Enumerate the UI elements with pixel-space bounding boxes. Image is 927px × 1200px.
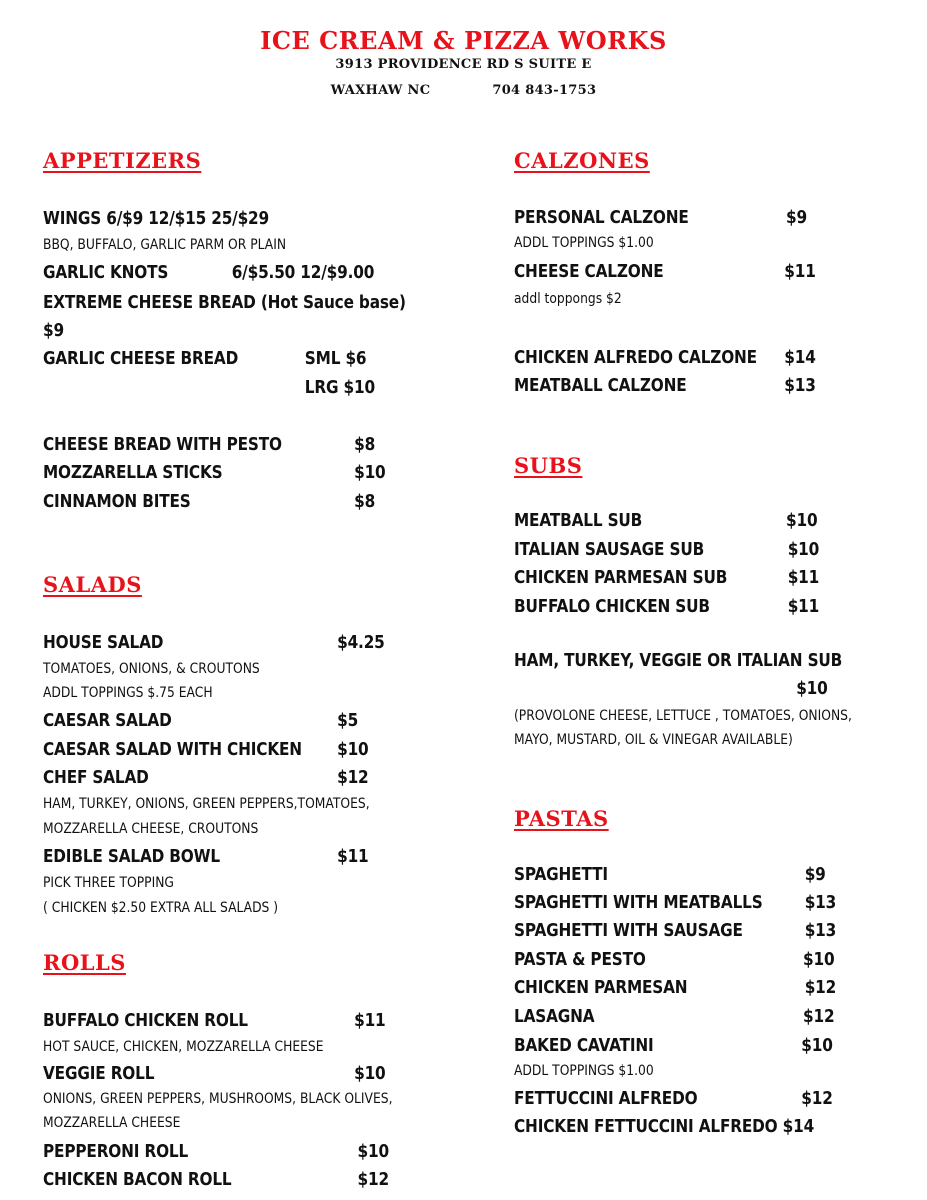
item-description: BBQ, BUFFALO, GARLIC PARM OR PLAIN (43, 237, 287, 253)
item-price: $12 (801, 1088, 833, 1109)
item-price: $10 (801, 1035, 833, 1056)
menu-item-cinnamon-bites (43, 491, 376, 513)
item-price: $11 (787, 596, 820, 617)
menu-item-house-salad (43, 632, 385, 654)
item-name: EXTREME CHEESE BREAD (Hot Sauce base) (43, 292, 406, 313)
item-price: $12 (804, 977, 837, 998)
item-name: CHICKEN PARMESAN SUB (514, 567, 728, 588)
item-name: CHEESE CALZONE (514, 261, 664, 282)
section-heading-appetizers: APPETIZERS (43, 148, 202, 173)
item-name: WINGS 6/$9 12/$15 25/$29 (43, 208, 270, 229)
item-price (43, 320, 64, 342)
menu-item-chicken-fettuccini-alfredo (514, 1116, 814, 1138)
restaurant-address: 3913 PROVIDENCE RD S SUITE E (335, 57, 592, 72)
menu-item-buffalo-chicken-sub (514, 596, 820, 618)
item-name: FETTUCCINI ALFREDO (514, 1088, 698, 1109)
item-price: $10 (354, 462, 386, 483)
item-name: CHEF SALAD (43, 767, 149, 788)
menu-item-caesar-salad-chicken (43, 739, 369, 761)
item-description: (PROVOLONE CHEESE, LETTUCE , TOMATOES, ONIONS, (514, 708, 852, 724)
item-name: HOUSE SALAD (43, 632, 164, 653)
section-heading-subs: SUBS (514, 453, 583, 478)
item-name: GARLIC CHEESE BREAD (43, 348, 239, 369)
item-description: HAM, TURKEY, ONIONS, GREEN PEPPERS,TOMATOES, (43, 796, 370, 812)
item-price: $10 (786, 510, 818, 531)
item-description: addl toppongs $2 (514, 291, 622, 307)
item-name: CHICKEN FETTUCCINI ALFREDO $14 (514, 1116, 815, 1137)
item-price: $13 (804, 920, 837, 941)
item-description: ONIONS, GREEN PEPPERS, MUSHROOMS, BLACK OLIVES, (43, 1091, 393, 1107)
menu-item-chicken-bacon-roll (43, 1169, 389, 1191)
section-heading-calzones: CALZONES (514, 148, 650, 173)
menu-item-italian-sausage-sub (514, 539, 820, 561)
menu-item-cheese-calzone (514, 261, 816, 283)
item-price: $12 (337, 767, 369, 788)
item-name: EDIBLE SALAD BOWL (43, 846, 220, 867)
item-name: SPAGHETTI WITH SAUSAGE (514, 920, 743, 941)
item-price: $11 (337, 846, 369, 867)
item-name: VEGGIE ROLL (43, 1063, 155, 1084)
item-name: PERSONAL CALZONE (514, 207, 689, 228)
menu-item-spaghetti (514, 864, 826, 886)
item-description: ADDL TOPPINGS $1.00 (514, 235, 654, 251)
item-price: $11 (787, 567, 820, 588)
item-price: $9 (804, 864, 826, 885)
item-price: $8 (354, 491, 376, 512)
menu-item-chef-salad (43, 767, 369, 789)
menu-item-spaghetti-meatballs (514, 892, 837, 914)
item-price: 6/$5.50 12/$9.00 (231, 262, 375, 283)
item-name: CAESAR SALAD (43, 710, 172, 731)
item-price: $12 (357, 1169, 389, 1190)
item-name: MEATBALL SUB (514, 510, 643, 531)
menu-item-chicken-alfredo-calzone (514, 347, 816, 369)
item-price: $5 (337, 710, 359, 731)
menu-item-cheese-bread-pesto (43, 434, 376, 456)
item-price: $9 (786, 207, 807, 228)
item-price: $10 (787, 539, 820, 560)
item-price: $11 (354, 1010, 386, 1031)
item-name: CHEESE BREAD WITH PESTO (43, 434, 282, 455)
item-price-value: $9 (43, 320, 64, 341)
menu-item-meatball-calzone (514, 375, 816, 397)
item-name: PEPPERONI ROLL (43, 1141, 189, 1162)
section-heading-pastas: PASTAS (514, 806, 609, 831)
item-name: BUFFALO CHICKEN SUB (514, 596, 710, 617)
item-price: $12 (803, 1006, 835, 1027)
menu-item-chicken-parmesan-sub (514, 567, 820, 589)
item-price-small: SML $6 (304, 348, 367, 369)
restaurant-name: ICE CREAM & PIZZA WORKS (260, 26, 667, 55)
item-price: $10 (337, 739, 369, 760)
item-price: $13 (784, 375, 816, 396)
item-description: ADDL TOPPINGS $.75 EACH (43, 685, 213, 701)
menu-item-garlic-knots (43, 262, 375, 284)
item-name: BAKED CAVATINI (514, 1035, 654, 1056)
item-description: ( CHICKEN $2.50 EXTRA ALL SALADS ) (43, 900, 279, 916)
menu-item-chicken-parmesan (514, 977, 837, 999)
item-price: $14 (784, 347, 816, 368)
item-name: PASTA & PESTO (514, 949, 646, 970)
menu-item-fettuccini-alfredo (514, 1088, 833, 1110)
item-name: CHICKEN BACON ROLL (43, 1169, 232, 1190)
item-name: CAESAR SALAD WITH CHICKEN (43, 739, 302, 760)
restaurant-phone: 704 843-1753 (492, 83, 597, 98)
item-description: MOZZARELLA CHEESE, CROUTONS (43, 821, 259, 837)
item-price: $10 (796, 678, 828, 699)
item-name: CHICKEN ALFREDO CALZONE (514, 347, 757, 368)
item-name: ITALIAN SAUSAGE SUB (514, 539, 705, 560)
item-description: HOT SAUCE, CHICKEN, MOZZARELLA CHEESE (43, 1039, 324, 1055)
item-name: BUFFALO CHICKEN ROLL (43, 1010, 248, 1031)
menu-item-garlic-cheese-bread (43, 348, 367, 370)
item-name: MOZZARELLA STICKS (43, 462, 223, 483)
item-name: HAM, TURKEY, VEGGIE OR ITALIAN SUB (514, 650, 843, 671)
menu-item-buffalo-chicken-roll (43, 1010, 386, 1032)
section-heading-salads: SALADS (43, 572, 142, 597)
menu-item-spaghetti-sausage (514, 920, 837, 942)
item-name: LASAGNA (514, 1006, 595, 1027)
item-price-large: LRG $10 (304, 377, 375, 398)
menu-item-caesar-salad (43, 710, 359, 732)
item-name: CINNAMON BITES (43, 491, 191, 512)
item-price: $10 (354, 1063, 386, 1084)
menu-item-mozzarella-sticks (43, 462, 386, 484)
item-price: $10 (357, 1141, 389, 1162)
menu-item-meatball-sub (514, 510, 818, 532)
menu-item-edible-salad-bowl (43, 846, 369, 868)
menu-item-pasta-pesto (514, 949, 835, 971)
item-price: $13 (804, 892, 837, 913)
restaurant-city: WAXHAW NC (330, 83, 431, 98)
item-price: $10 (803, 949, 835, 970)
item-name: CHICKEN PARMESAN (514, 977, 688, 998)
item-price: $4.25 (337, 632, 385, 653)
menu-item-veggie-roll (43, 1063, 386, 1085)
item-price: $11 (784, 261, 816, 282)
restaurant-city-phone (0, 83, 927, 98)
item-name: SPAGHETTI WITH MEATBALLS (514, 892, 763, 913)
menu-item-extreme-cheese-bread (43, 292, 406, 314)
item-description: MAYO, MUSTARD, OIL & VINEGAR AVAILABLE) (514, 732, 793, 748)
menu-item-ham-turkey-veggie-italian-sub (514, 650, 842, 672)
item-description: ADDL TOPPINGS $1.00 (514, 1063, 654, 1079)
menu-item-baked-cavatini (514, 1035, 833, 1057)
section-heading-rolls: ROLLS (43, 950, 126, 975)
item-name: SPAGHETTI (514, 864, 608, 885)
item-price: $8 (354, 434, 376, 455)
item-name: GARLIC KNOTS (43, 262, 169, 283)
item-description: PICK THREE TOPPING (43, 875, 174, 891)
menu-item-lasagna (514, 1006, 835, 1028)
item-name: MEATBALL CALZONE (514, 375, 687, 396)
item-description: MOZZARELLA CHEESE (43, 1115, 181, 1131)
menu-item-personal-calzone (514, 207, 807, 229)
item-description: TOMATOES, ONIONS, & CROUTONS (43, 661, 260, 677)
menu-item-pepperoni-roll (43, 1141, 389, 1163)
menu-item-wings (43, 208, 269, 230)
